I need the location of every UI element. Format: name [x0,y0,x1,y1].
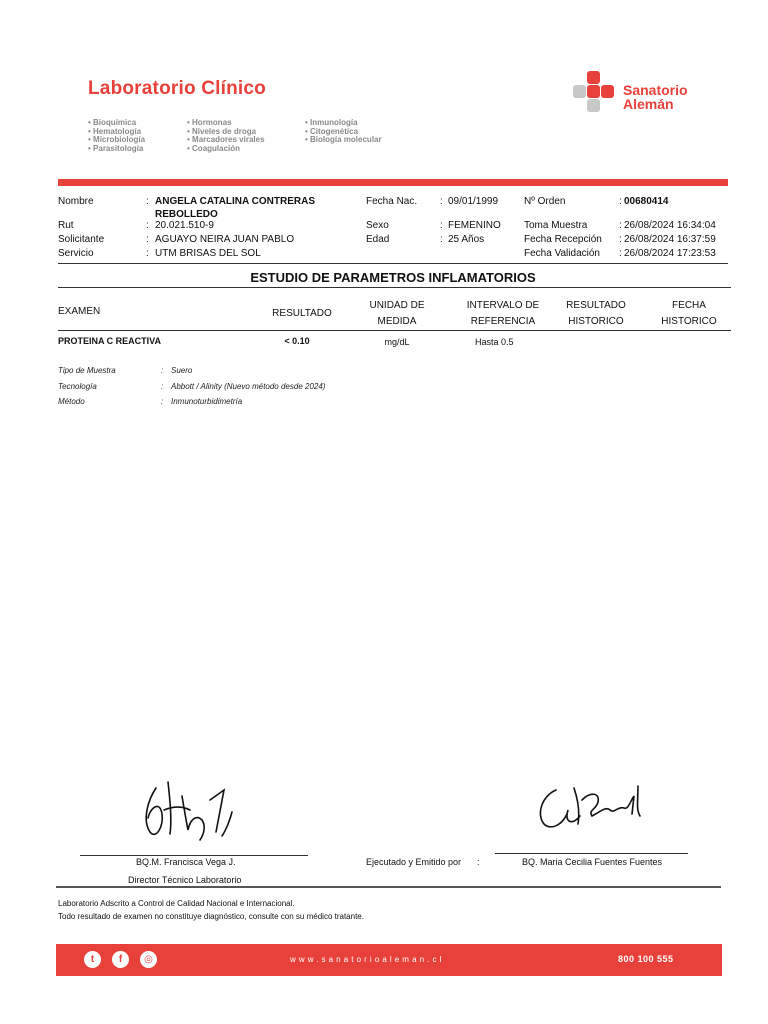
tecnologia-label: Tecnología [58,382,97,391]
colon: : [146,234,149,245]
rut-label: Rut [58,220,74,231]
header-resultado-historico: RESULTADO HISTORICO [566,300,626,327]
colon: : [161,366,164,375]
sanatorio-logo-icon [572,70,616,114]
colon: : [440,196,443,207]
area-item: • Inmunología [305,119,382,128]
fecha-nac-value: 09/01/1999 [448,196,499,207]
nombre-value-1: ANGELA CATALINA CONTRERAS [155,196,315,207]
header-resultado: RESULTADO [272,308,332,319]
disclaimer-line-2: Todo resultado de examen no constituye diagnóstico, consulte con su médico tratante. [58,912,364,921]
fecha-recepcion-value: 26/08/2024 16:37:59 [624,234,716,245]
colon: : [440,234,443,245]
rut-value: 20.021.510-9 [155,220,214,231]
servicio-label: Servicio [58,248,94,259]
logo-line-1: Sanatorio [623,82,688,98]
tecnologia-value: Abbott / Alinity (Nuevo método desde 2024) [171,382,326,391]
area-item: • Marcadores virales [187,136,265,145]
colon: : [440,220,443,231]
divider [58,287,731,288]
servicio-value: UTM BRISAS DEL SOL [155,248,261,259]
fecha-validacion-label: Fecha Validación [524,248,600,259]
colon: : [146,220,149,231]
facebook-icon[interactable]: f [112,951,129,968]
left-signer-role: Director Técnico Laboratorio [128,875,242,885]
twitter-icon[interactable]: t [84,951,101,968]
area-item: • Microbiología [88,136,145,145]
divider [58,330,731,331]
signature-left-icon [120,760,260,850]
edad-value: 25 Años [448,234,485,245]
colon: : [619,248,622,259]
colon: : [619,220,622,231]
disclaimer-line-1: Laboratorio Adscrito a Control de Calidad Nacional e Internacional. [58,899,295,908]
divider [58,263,728,264]
nombre-value-2: REBOLLEDO [155,209,218,220]
area-item: • Niveles de droga [187,128,265,137]
lab-title: Laboratorio Clínico [88,78,266,99]
divider [56,886,721,888]
sexo-value: FEMENINO [448,220,501,231]
row-examen: PROTEINA C REACTIVA [58,336,162,346]
header-intervalo: INTERVALO DE REFERENCIA [466,300,540,327]
area-item: • Biología molecular [305,136,382,145]
row-resultado: < 0.10 [284,336,310,346]
colon: : [619,196,622,207]
colon: : [161,397,164,406]
fecha-validacion-value: 26/08/2024 17:23:53 [624,248,716,259]
edad-label: Edad [366,234,390,245]
fecha-nac-label: Fecha Nac. [366,196,418,207]
logo-text [623,83,688,111]
area-item: • Citogenética [305,128,382,137]
metodo-value: Inmunoturbidimetría [171,397,243,406]
areas-column-3 [305,119,382,145]
phone-number: 800 100 555 [618,954,674,964]
sexo-label: Sexo [366,220,389,231]
executed-by-label: Ejecutado y Emitido por [366,857,462,867]
colon: : [619,234,622,245]
signature-right-icon [520,766,660,846]
areas-column-2 [187,119,265,153]
area-item: • Hormonas [187,119,265,128]
colon: : [161,382,164,391]
fecha-recepcion-label: Fecha Recepción [524,234,602,245]
colon: : [146,196,149,207]
instagram-icon[interactable]: ◎ [140,951,157,968]
metodo-label: Método [58,397,85,406]
tipo-muestra-label: Tipo de Muestra [58,366,116,375]
header-fecha-historico: FECHA HISTORICO [661,300,717,327]
nombre-label: Nombre [58,196,94,207]
row-unidad: mg/dL [384,337,410,347]
solicitante-label: Solicitante [58,234,105,245]
header-examen: EXAMEN [58,306,101,317]
area-item: • Parasitología [88,145,145,154]
area-item: • Hematología [88,128,145,137]
area-item: • Bioquímica [88,119,145,128]
toma-muestra-label: Toma Muestra [524,220,588,231]
website-link[interactable]: www.sanatorioaleman.cl [290,955,445,964]
study-title: ESTUDIO DE PARAMETROS INFLAMATORIOS [250,270,536,285]
header-divider [58,179,728,186]
orden-label: Nº Orden [524,196,566,207]
orden-value: 00680414 [624,196,669,207]
areas-column-1 [88,119,145,153]
row-intervalo: Hasta 0.5 [475,337,514,347]
colon: : [146,248,149,259]
area-item: • Coagulación [187,145,265,154]
tipo-muestra-value: Suero [171,366,193,375]
colon: : [477,857,480,867]
toma-muestra-value: 26/08/2024 16:34:04 [624,220,716,231]
signature-line [80,855,308,856]
footer-bar [56,944,722,976]
left-signer-name: BQ.M. Francisca Vega J. [136,857,236,867]
right-signer-name: BQ. Maria Cecilia Fuentes Fuentes [522,857,663,867]
solicitante-value: AGUAYO NEIRA JUAN PABLO [155,234,295,245]
logo-line-2: Alemán [623,96,674,112]
signature-line [495,853,688,854]
header-unidad: UNIDAD DE MEDIDA [369,300,425,327]
